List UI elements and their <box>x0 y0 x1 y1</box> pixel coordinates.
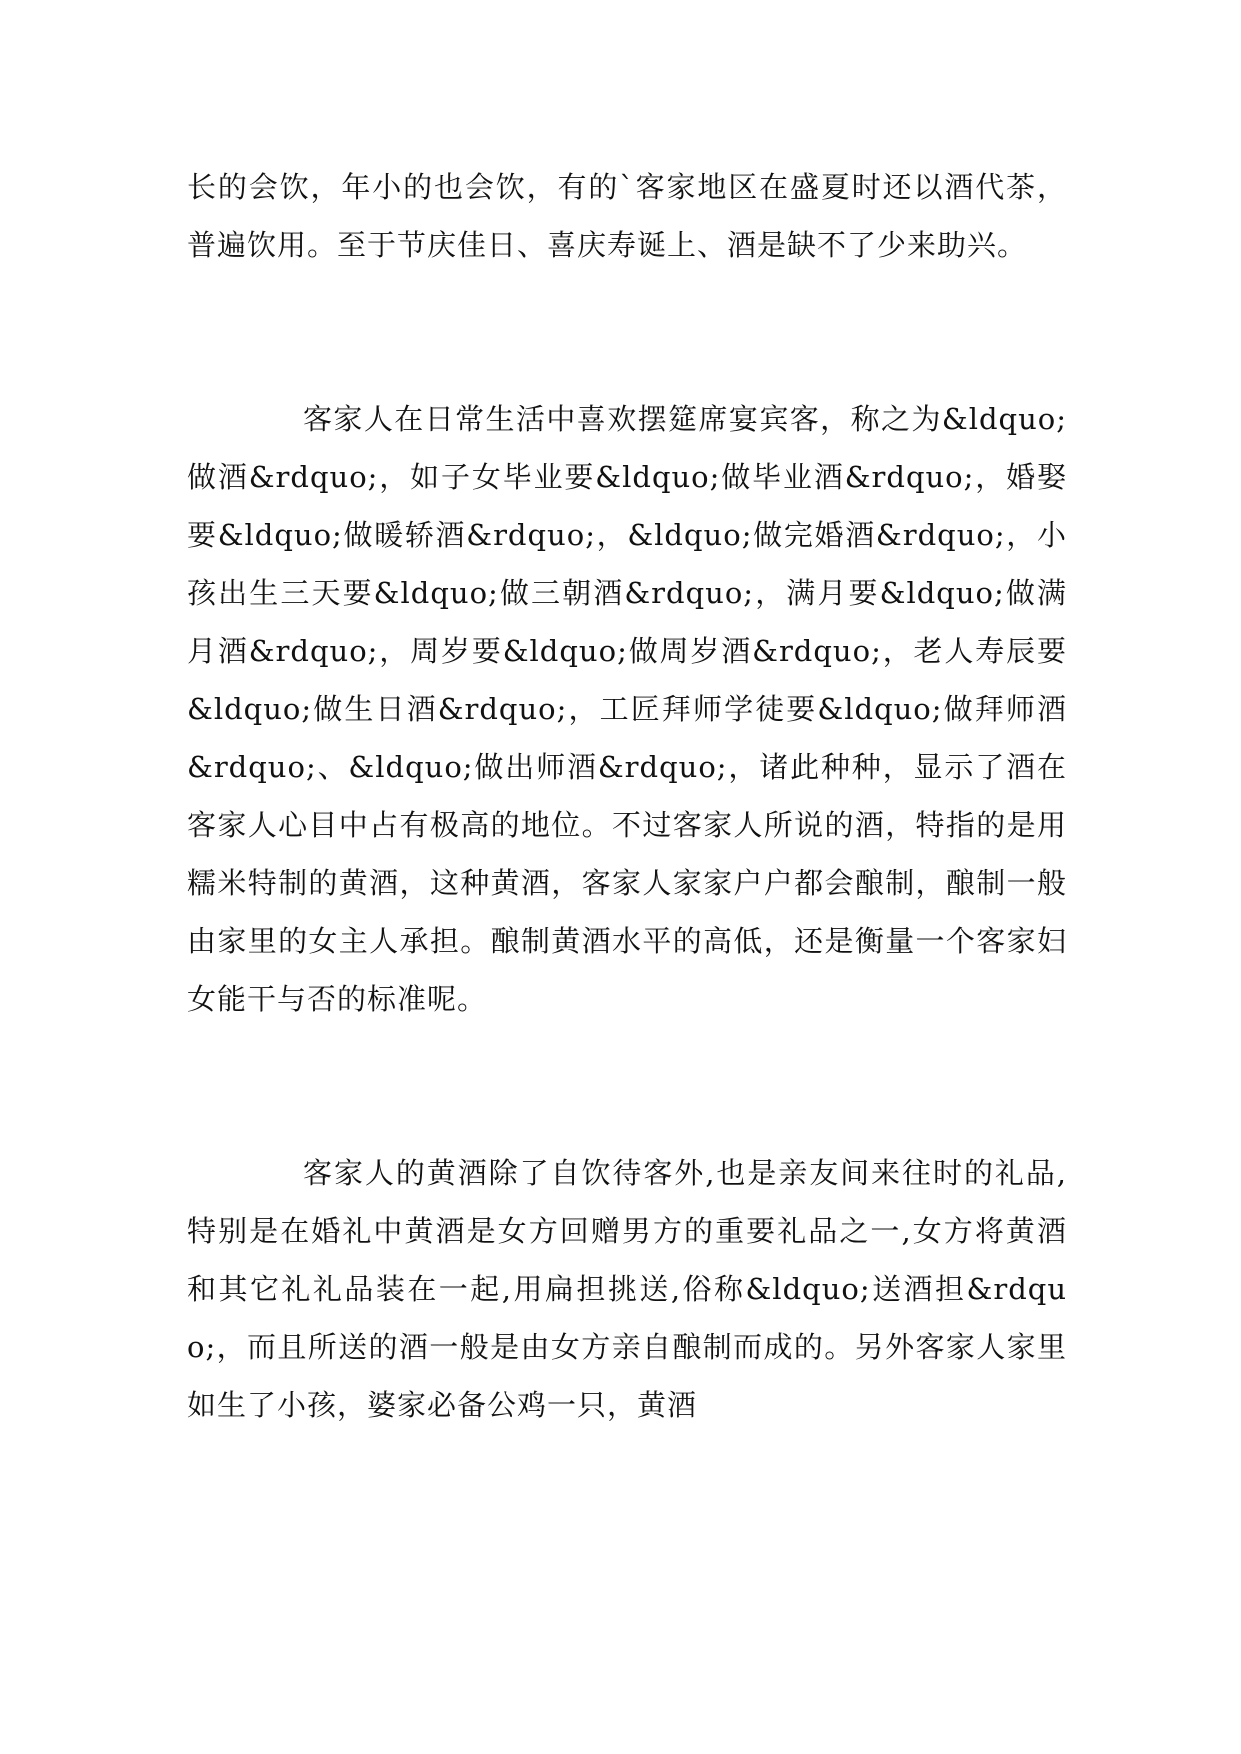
paragraph-spacer <box>187 1028 1067 1144</box>
paragraph-spacer <box>187 274 1067 390</box>
document-body <box>187 158 1067 1434</box>
paragraph-1: 长的会饮，年小的也会饮，有的`客家地区在盛夏时还以酒代茶，普遍饮用。至于节庆佳日、喜庆寿诞上、酒是缺不了少来助兴。 <box>187 170 1067 262</box>
paragraph-3: 客家人的黄酒除了自饮待客外,也是亲友间来往时的礼品,特别是在婚礼中黄酒是女方回赠男方的重要礼品之一,女方将黄酒和其它礼礼品装在一起,用扁担挑送,俗称&ldquo;送酒担&rdquo;，而且所送的酒一般是由女方亲自酿制而成的。另外客家人家里如生了小孩，婆家必备公鸡一只，黄酒 <box>187 1156 1067 1422</box>
paragraph-2: 客家人在日常生活中喜欢摆筵席宴宾客，称之为&ldquo;做酒&rdquo;，如子女毕业要&ldquo;做毕业酒&rdquo;，婚娶要&ldquo;做暖轿酒&rdquo;，&ldquo;做完婚酒&rdquo;，小孩出生三天要&ldquo;做三朝酒&rdquo;，满月要&ldquo;做满月酒&rdquo;，周岁要&ldquo;做周岁酒&rdquo;，老人寿辰要&ldquo;做生日酒&rdquo;，工匠拜师学徒要&ldquo;做拜师酒&rdquo;、&ldquo;做出师酒&rdquo;，诸此种种，显示了酒在客家人心目中占有极高的地位。不过客家人所说的酒，特指的是用糯米特制的黄酒，这种黄酒，客家人家家户户都会酿制，酿制一般由家里的女主人承担。酿制黄酒水平的高低，还是衡量一个客家妇女能干与否的标准呢。 <box>187 402 1067 1016</box>
